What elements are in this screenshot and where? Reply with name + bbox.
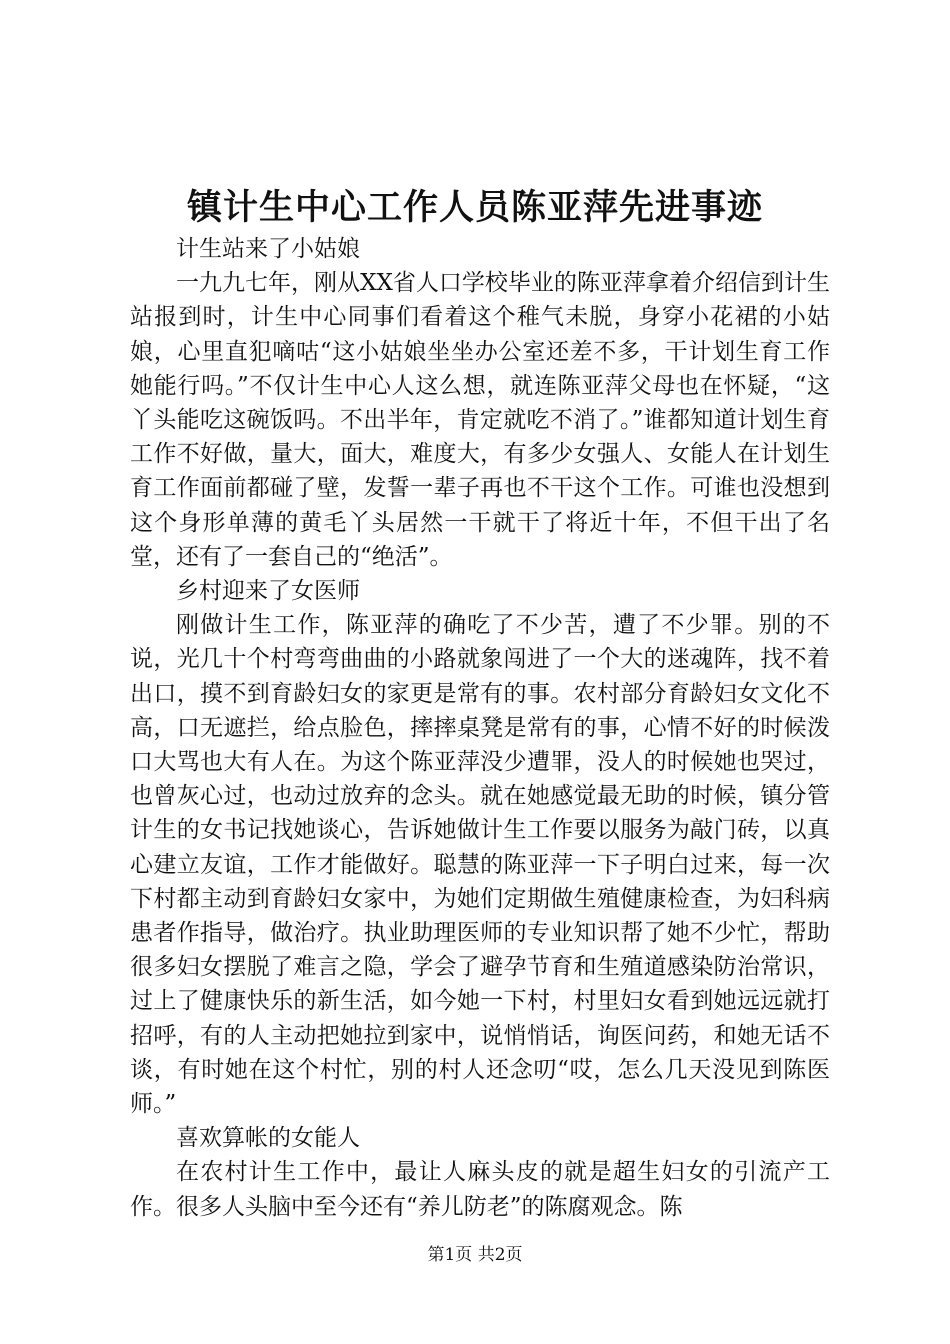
section-paragraph: 在农村计生工作中，最让人麻头皮的就是超生妇女的引流产工作。很多人头脑中至今还有“养儿防老”的陈腐观念。陈: [130, 1159, 830, 1220]
section-heading: 喜欢算帐的女能人: [176, 1125, 360, 1152]
document-body: [130, 232, 830, 1224]
section-paragraph: 一九九七年，刚从XX省人口学校毕业的陈亚萍拿着介绍信到计生站报到时，计生中心同事们看着这个稚气未脱，身穿小花裙的小姑娘，心里直犯嘀咕“这小姑娘坐坐办公室还差不多，干计划生育工作她能行吗。”不仅计生中心人这么想，就连陈亚萍父母也在怀疑，“这丫头能吃这碗饭吗。不出半年，肯定就吃不消了。”谁都知道计划生育工作不好做，量大，面大，难度大，有多少女强人、女能人在计划生育工作面前都碰了壁，发誓一辈子再也不干这个工作。可谁也没想到这个身形单薄的黄毛丫头居然一干就干了将近十年，不但干出了名堂，还有了一套自己的“绝活”。: [130, 270, 830, 570]
page-footer: 第1页 共2页: [427, 1245, 523, 1265]
document-title: 镇计生中心工作人员陈亚萍先进事迹: [186, 187, 763, 228]
section-heading: 乡村迎来了女医师: [176, 578, 360, 605]
section-paragraph: 刚做计生工作，陈亚萍的确吃了不少苦，遭了不少罪。别的不说，光几十个村弯弯曲曲的小路就象闯进了一个大的迷魂阵，找不着出口，摸不到育龄妇女的家更是常有的事。农村部分育龄妇女文化不高，口无遮拦，给点脸色，摔摔桌凳是常有的事，心情不好的时候泼口大骂也大有人在。为这个陈亚萍没少遭罪，没人的时候她也哭过，也曾灰心过，也动过放弃的念头。就在她感觉最无助的时候，镇分管计生的女书记找她谈心，告诉她做计生工作要以服务为敲门砖，以真心建立友谊，工作才能做好。聪慧的陈亚萍一下子明白过来，每一次下村都主动到育龄妇女家中，为她们定期做生殖健康检查，为妇科病患者作指导，做治疗。执业助理医师的专业知识帮了她不少忙，帮助很多妇女摆脱了难言之隐，学会了避孕节育和生殖道感染防治常识，过上了健康快乐的新生活，如今她一下村，村里妇女看到她远远就打招呼，有的人主动把她拉到家中，说悄悄话，询医问药，和她无话不谈，有时她在这个村忙，别的村人还念叨“哎，怎么几天没见到陈医师。”: [130, 612, 830, 1118]
section-heading: 计生站来了小姑娘: [176, 236, 360, 262]
